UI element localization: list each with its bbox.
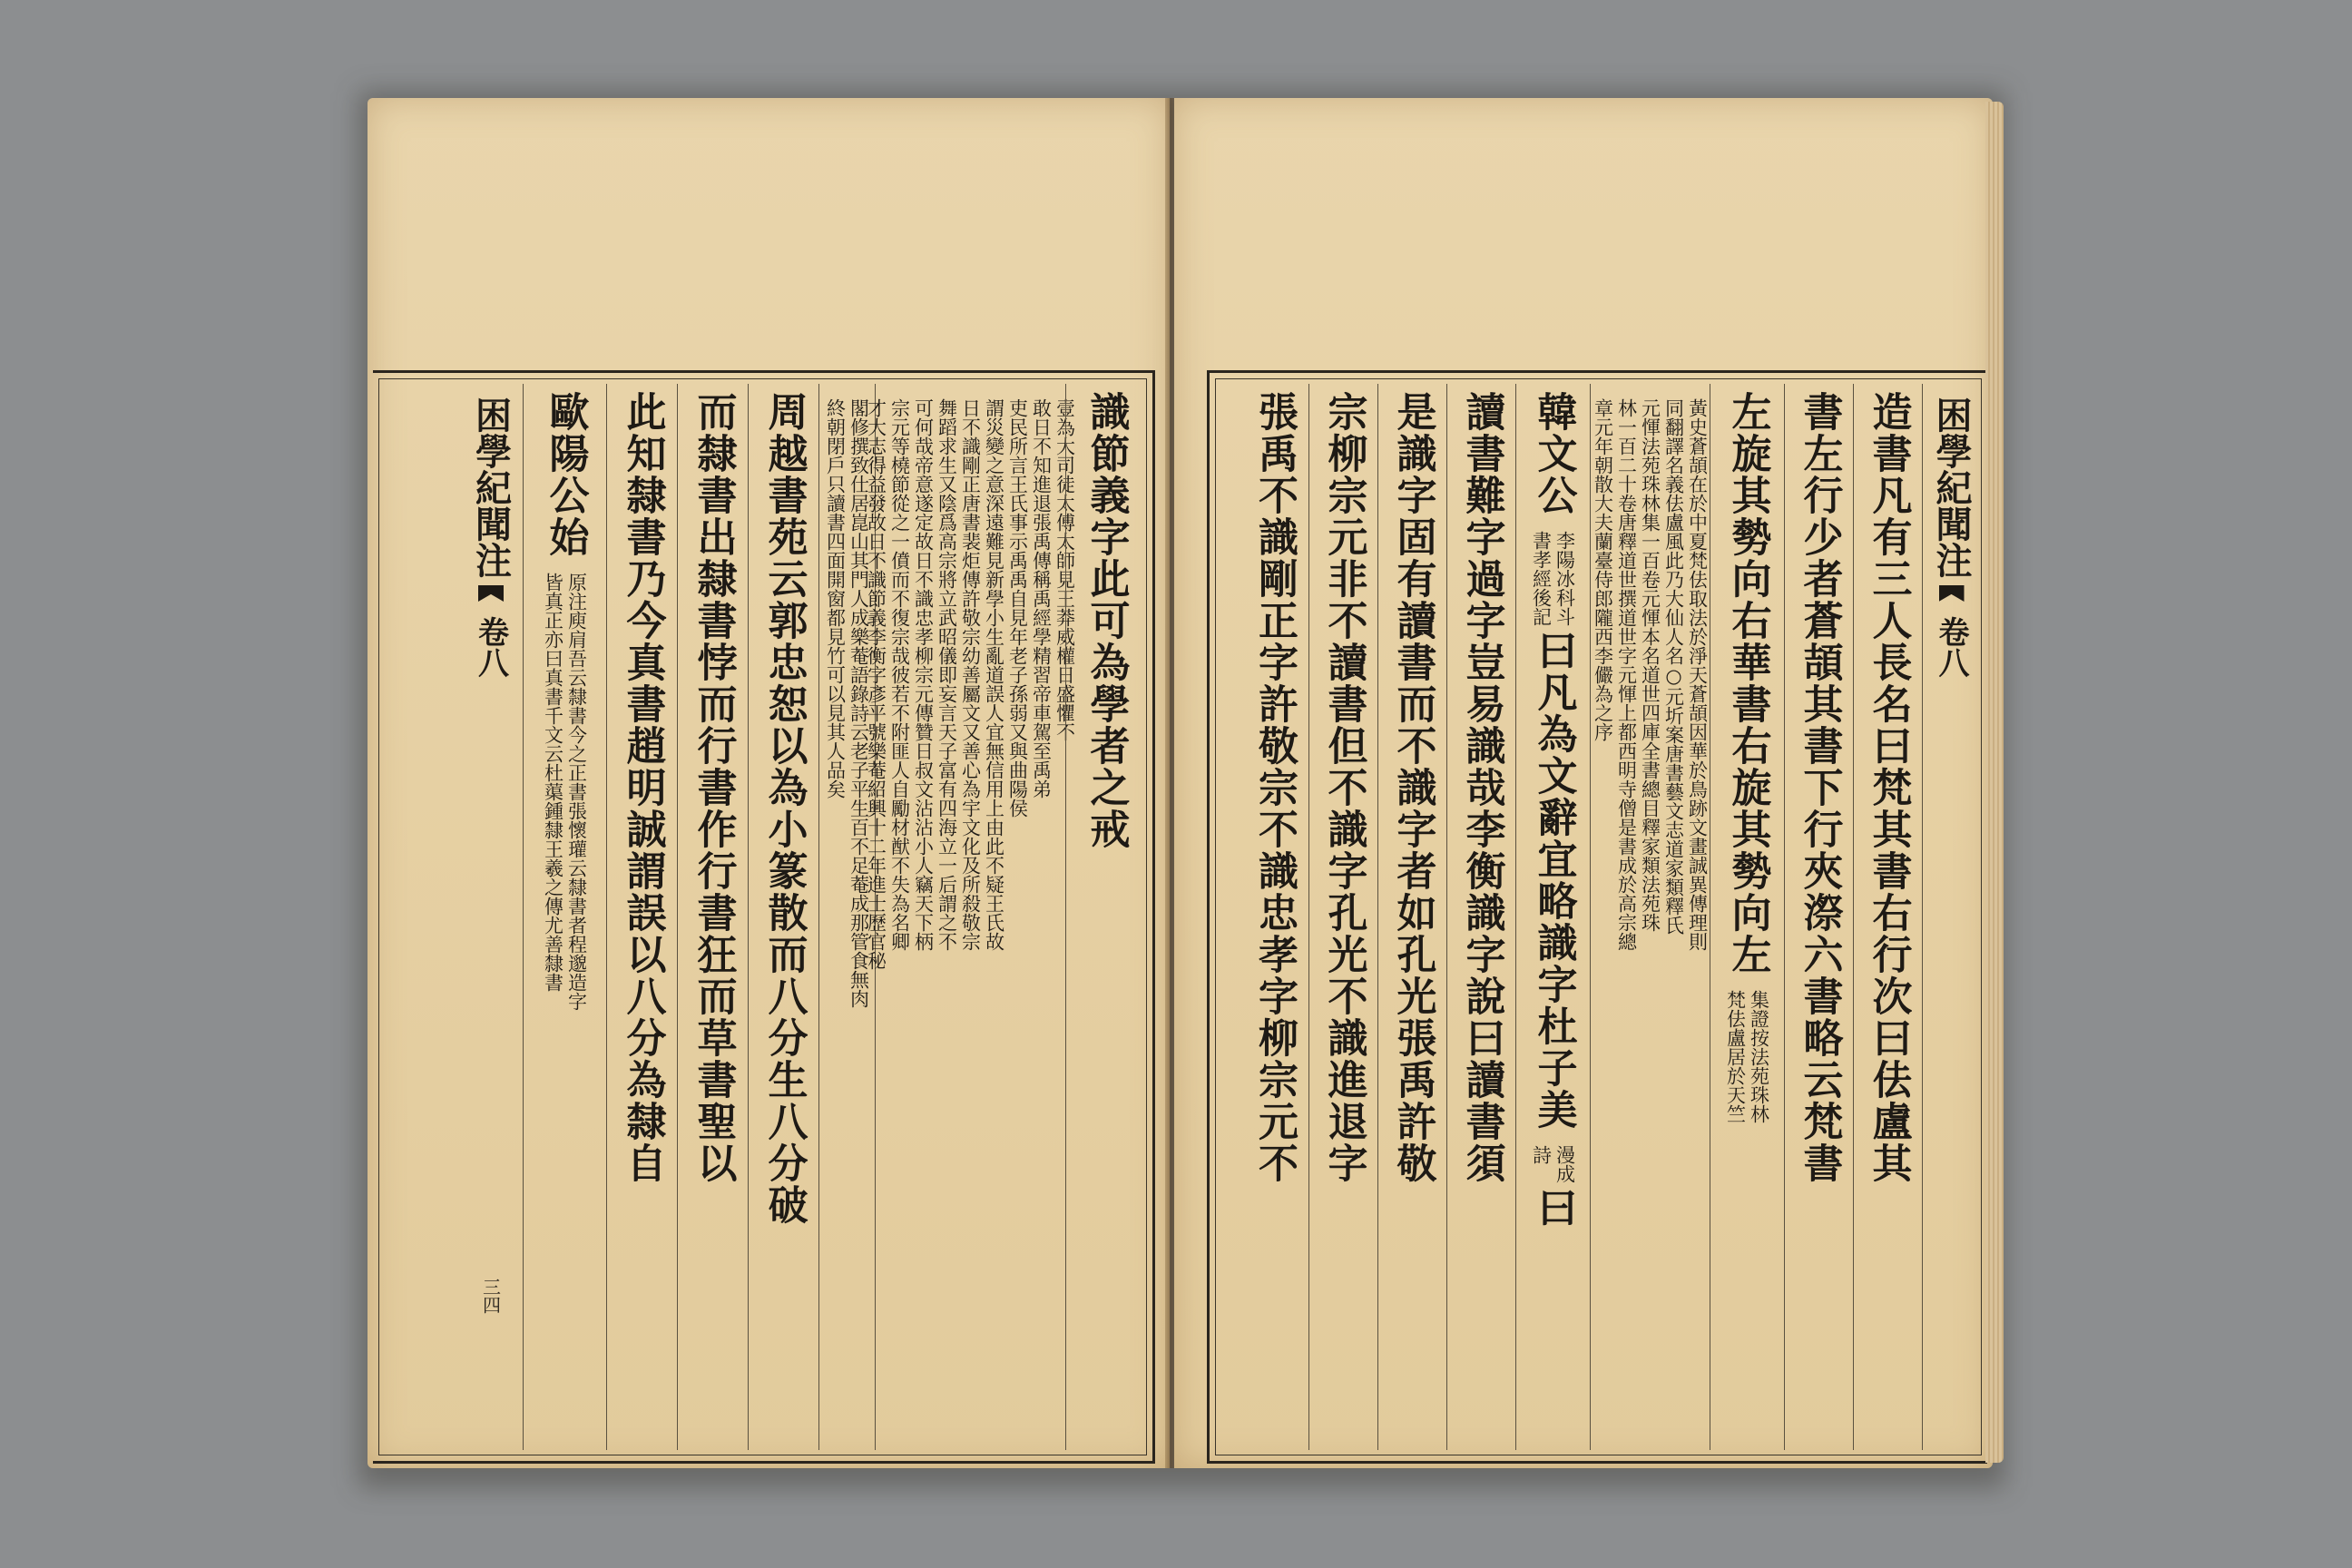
commentary-line: 閣修撰致仕居崑山其門人成樂菴語錄詩云老子平生百不足菴成那管食無肉 bbox=[848, 398, 870, 1008]
commentary-line: 詩 bbox=[1530, 1145, 1553, 1164]
main-text: 左旋其勢向右華書右旋其勢向左 bbox=[1724, 391, 1771, 975]
main-text: 韓文公 bbox=[1530, 391, 1577, 516]
right-page-frame bbox=[1207, 370, 1987, 1464]
left-col-6 bbox=[606, 384, 677, 1450]
commentary-line: 集證按法苑珠林 bbox=[1748, 990, 1770, 1123]
commentary-line: 壹為大司徒太傅太師見王莽威權日盛懼不 bbox=[1054, 398, 1076, 741]
commentary-line: 李陽冰科斗 bbox=[1553, 531, 1576, 626]
right-col-7 bbox=[1377, 384, 1446, 1450]
main-text: 宗柳宗元非不讀書但不識字孔光不識進退字 bbox=[1320, 391, 1367, 1184]
right-text-columns bbox=[1217, 384, 1980, 1450]
commentary-line: 吏民所言王氏事示禹禹自見年老子孫弱又與曲陽侯 bbox=[1006, 398, 1029, 818]
page-number: 三四 bbox=[479, 1278, 502, 1314]
commentary-line: 書孝經後記 bbox=[1530, 531, 1553, 626]
main-text: 造書凡有三人長名曰梵其書右行次曰佉盧其 bbox=[1865, 391, 1912, 1184]
left-col-5 bbox=[677, 384, 748, 1450]
left-text-columns bbox=[380, 384, 1145, 1450]
fishtail-mark bbox=[478, 585, 504, 602]
left-center-column bbox=[459, 384, 523, 1450]
page-edge bbox=[1985, 102, 2004, 1463]
right-col-8 bbox=[1308, 384, 1377, 1450]
commentary-line: 敢日不知進退張禹傳稱禹經學精習帝車駕至禹弟 bbox=[1030, 398, 1053, 799]
right-col-4-commentary bbox=[1590, 384, 1710, 1450]
right-col-1 bbox=[1853, 384, 1922, 1450]
left-page-frame bbox=[373, 370, 1155, 1464]
main-text: 讀書難字過字豈易識哉李衡識字說曰讀書須 bbox=[1458, 391, 1505, 1184]
commentary-line: 漫成 bbox=[1553, 1145, 1576, 1183]
main-text: 張禹不識剛正字許敬宗不識忠孝字柳宗元不 bbox=[1251, 391, 1298, 1184]
right-col-6 bbox=[1446, 384, 1515, 1450]
main-text: 是識字固有讀書而不識字者如孔光張禹許敬 bbox=[1389, 391, 1436, 1184]
fishtail-mark bbox=[1939, 585, 1965, 602]
left-col-2-commentary bbox=[865, 384, 1076, 1450]
book-title: 困學紀聞注 bbox=[1930, 397, 1973, 578]
right-page bbox=[1174, 98, 1993, 1468]
commentary-block bbox=[1531, 1138, 1576, 1183]
commentary-block bbox=[866, 391, 1076, 1450]
right-col-2 bbox=[1784, 384, 1853, 1450]
commentary-block bbox=[1725, 983, 1770, 1123]
commentary-line: 可何哉帝意遂定故日不識忠孝柳宗元傳贊日叔文沾沾小人竊天下柄 bbox=[912, 398, 935, 951]
commentary-line: 終朝閉戶只讀書四面開窗都見竹可以見其人品矣 bbox=[824, 398, 847, 799]
commentary-line: 日不識剛正唐書裴炬傳許敬宗幼善屬文又善心為宇文化及所殺敬宗 bbox=[959, 398, 982, 951]
right-col-9 bbox=[1240, 384, 1308, 1450]
commentary-block bbox=[543, 565, 588, 1011]
commentary-line: 謂災變之意深遠難見新學小生亂道誤人宜無信用上由此不疑王氏故 bbox=[983, 398, 1005, 951]
right-col-5 bbox=[1515, 384, 1590, 1450]
commentary-line: 元惲法苑珠林集一百卷元惲本名道世四庫全書總目釋家類法苑珠 bbox=[1639, 398, 1661, 932]
commentary-line: 原注庾肩吾云隸書今之正書張懷瓘云隸書者程邈造字 bbox=[565, 573, 588, 1011]
left-col-4 bbox=[748, 384, 818, 1450]
commentary-line: 章元年朝散大夫蘭臺侍郎隴西李儼為之序 bbox=[1592, 398, 1614, 741]
commentary-line: 宗元等橈節從之一僨而不復宗哉彼若不附匪人自勵材猷不失為名卿 bbox=[888, 398, 911, 951]
main-text: 書左行少者蒼頡其書下行夾漈六書略云梵書 bbox=[1796, 391, 1843, 1184]
left-page bbox=[368, 98, 1170, 1468]
commentary-line: 才大志得益發故日不識節義李衡字彥平號樂菴紹興十二年進士歷官秘 bbox=[865, 398, 887, 970]
left-col-7 bbox=[523, 384, 606, 1450]
commentary-line: 皆真正亦曰真書千文云杜蕖鍾隸王羲之傳尤善隸書 bbox=[542, 573, 564, 992]
commentary-line: 舞蹈求生又陰爲高宗將立武昭儀即妄言天子富有四海立一后謂之不 bbox=[936, 398, 958, 951]
left-col-1 bbox=[1065, 384, 1145, 1450]
main-text: 識節義字此可為學者之戒 bbox=[1083, 391, 1130, 850]
commentary-line: 林一百二十卷唐釋道世撰道世字元惲上都西明寺僧是書成於高宗總 bbox=[1615, 398, 1638, 951]
main-text: 歐陽公始 bbox=[542, 391, 589, 558]
commentary-block bbox=[1531, 524, 1576, 626]
right-col-3 bbox=[1710, 384, 1784, 1450]
commentary-line: 梵佉盧居於天竺 bbox=[1724, 990, 1747, 1123]
main-text: 而隸書出隸書悖而行書作行書狂而草書聖以 bbox=[690, 391, 737, 1184]
right-center-column bbox=[1922, 384, 1980, 1450]
main-text: 此知隸書乃今真書趙明誠謂誤以八分為隸自 bbox=[619, 391, 666, 1184]
main-text: 曰 bbox=[1530, 1187, 1577, 1229]
commentary-line: 同翻譯名義佉盧風此乃大仙人名○元圻案唐書藝文志道家類釋氏 bbox=[1662, 398, 1685, 935]
book-title: 困學紀聞注 bbox=[469, 397, 513, 578]
main-text: 周越書苑云郭忠恕以為小篆散而八分生八分破 bbox=[760, 391, 808, 1226]
commentary-block bbox=[1592, 391, 1709, 1450]
volume-label: 卷八 bbox=[472, 616, 509, 678]
main-text: 曰凡為文辭宜略識字杜子美 bbox=[1530, 630, 1577, 1131]
commentary-block bbox=[825, 391, 870, 1450]
volume-label: 卷八 bbox=[1933, 616, 1969, 678]
commentary-line: 黃史蒼頡在於中夏梵佉取法於淨天蒼頡因華於鳥跡文畫誠異傳理則 bbox=[1686, 398, 1709, 951]
